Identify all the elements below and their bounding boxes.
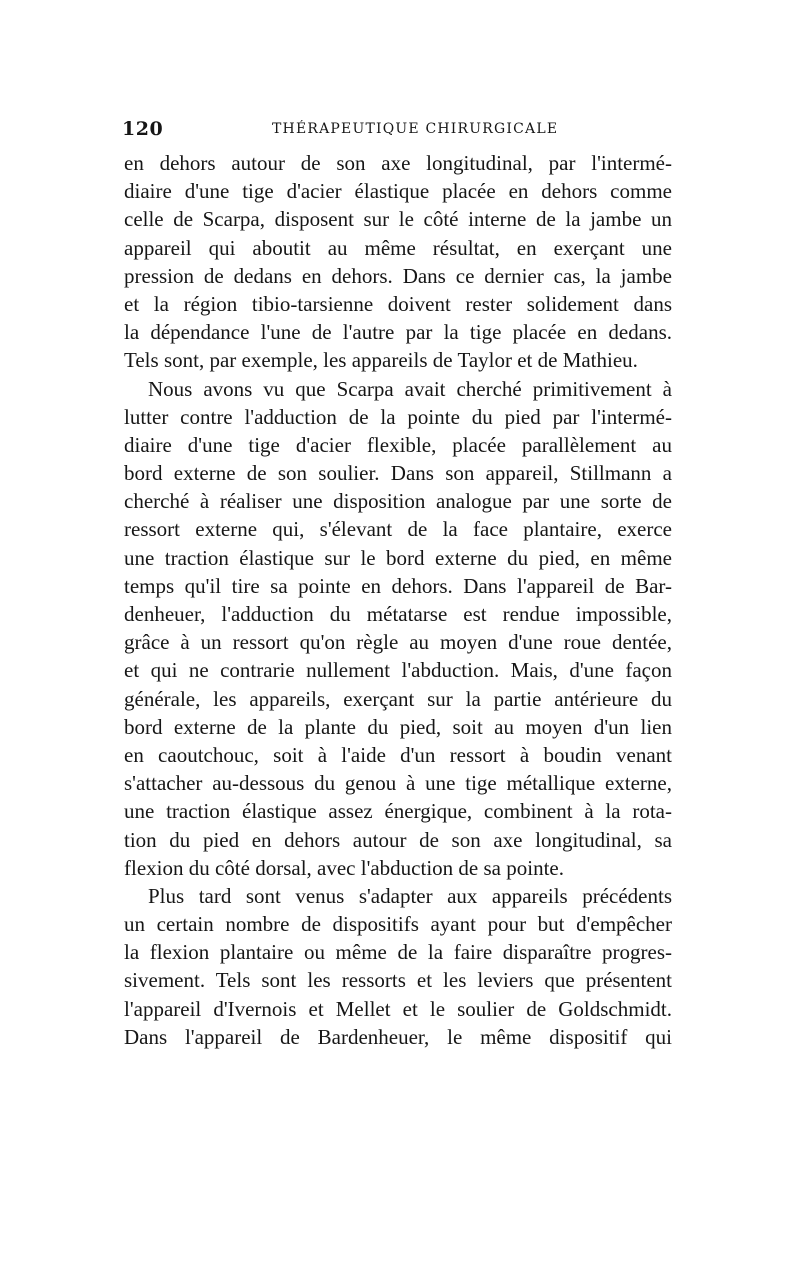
text-line: générale, les appareils, exerçant sur la partie antérieure du xyxy=(124,686,672,711)
page-number: 120 xyxy=(122,118,164,140)
text-line: grâce à un ressort qu'on règle au moyen d'une roue dentée, xyxy=(124,630,672,655)
text-line: bord externe de la plante du pied, soit au moyen d'un lien xyxy=(124,714,672,739)
text-line: bord externe de son soulier. Dans son appareil, Stillmann a xyxy=(124,461,672,486)
body-text xyxy=(124,149,672,1051)
text-line: cherché à réaliser une disposition analogue par une sorte de xyxy=(124,489,672,514)
text-line: la dépendance l'une de l'autre par la tige placée en dedans. xyxy=(124,320,672,345)
text-line: sivement. Tels sont les ressorts et les leviers que présentent xyxy=(124,968,672,993)
text-line: diaire d'une tige d'acier flexible, placée parallèlement au xyxy=(124,432,672,457)
paragraph-start-line: Plus tard sont venus s'adapter aux appareils précédents xyxy=(148,883,672,908)
text-line: appareil qui aboutit au même résultat, en exerçant une xyxy=(124,235,672,260)
text-line: s'attacher au-dessous du genou à une tige métallique externe, xyxy=(124,771,672,796)
paragraph-start-line: Nous avons vu que Scarpa avait cherché primitivement à xyxy=(148,376,672,401)
text-line: tion du pied en dehors autour de son axe longitudinal, sa xyxy=(124,827,672,852)
text-line: la flexion plantaire ou même de la faire disparaître progres- xyxy=(124,940,672,965)
text-line: Tels sont, par exemple, les appareils de Taylor et de Mathieu. xyxy=(124,348,638,373)
text-line: denheuer, l'adduction du métatarse est rendue impossible, xyxy=(124,602,672,626)
page-header xyxy=(122,116,678,142)
text-line: Dans l'appareil de Bardenheuer, le même dispositif qui xyxy=(124,1024,672,1049)
text-line: diaire d'une tige d'acier élastique placée en dehors comme xyxy=(124,179,672,204)
text-line: et la région tibio-tarsienne doivent rester solidement dans xyxy=(124,291,672,316)
text-line: un certain nombre de dispositifs ayant pour but d'empêcher xyxy=(124,912,672,937)
running-title: THÉRAPEUTIQUE CHIRURGICALE xyxy=(272,121,559,137)
text-line: pression de dedans en dehors. Dans ce dernier cas, la jambe xyxy=(124,263,672,288)
text-line: lutter contre l'adduction de la pointe du pied par l'intermé- xyxy=(124,404,672,429)
text-line: ressort externe qui, s'élevant de la face plantaire, exerce xyxy=(124,517,672,542)
text-line: en dehors autour de son axe longitudinal, par l'intermé- xyxy=(124,151,672,175)
text-line: une traction élastique assez énergique, combinent à la rota- xyxy=(124,799,672,824)
text-line: l'appareil d'Ivernois et Mellet et le soulier de Goldschmidt. xyxy=(124,996,672,1021)
text-line: celle de Scarpa, disposent sur le côté interne de la jambe un xyxy=(124,207,672,232)
text-line: et qui ne contrarie nullement l'abduction. Mais, d'une façon xyxy=(124,658,672,683)
text-line: en caoutchouc, soit à l'aide d'un ressort à boudin venant xyxy=(124,742,672,767)
text-line: une traction élastique sur le bord externe du pied, en même xyxy=(124,545,672,570)
text-line: temps qu'il tire sa pointe en dehors. Dans l'appareil de Bar- xyxy=(124,573,672,598)
text-line: flexion du côté dorsal, avec l'abduction de sa pointe. xyxy=(124,855,564,880)
